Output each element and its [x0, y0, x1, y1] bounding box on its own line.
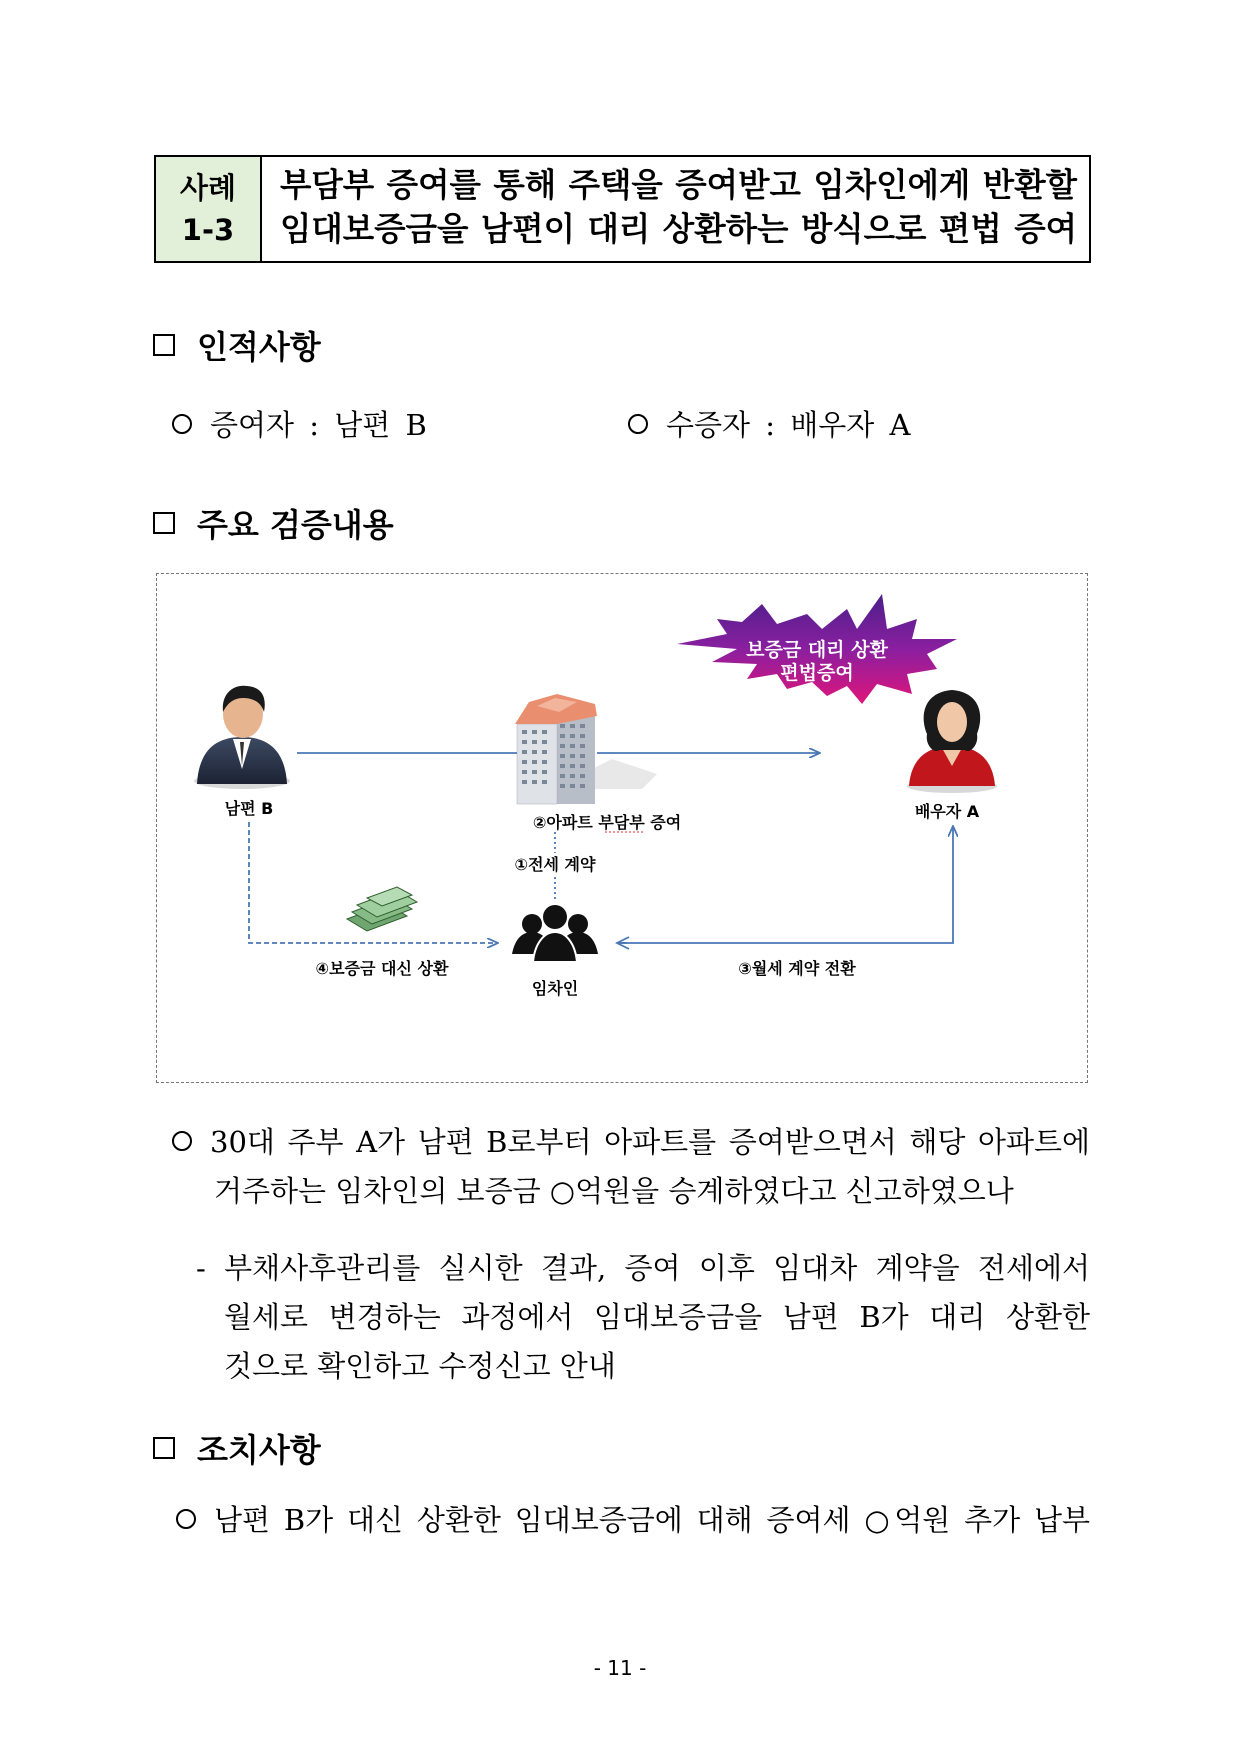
money-stack-icon: [347, 887, 417, 931]
tenant-label: 임차인: [531, 979, 579, 998]
husband-icon: [194, 686, 290, 789]
square-bullet-icon: [153, 334, 175, 356]
case-title-line1: 부담부 증여를 통해 주택을 증여받고 임차인에게 반환할: [280, 166, 1077, 204]
case-label-number: 1-3: [181, 213, 235, 247]
case-label-word: 사례: [179, 171, 237, 205]
square-bullet-icon: [153, 1437, 175, 1459]
square-bullet-icon: [153, 512, 175, 534]
convert-arrow-path: [617, 827, 953, 943]
burst-label-line2: 편법증여: [780, 662, 854, 684]
donee-text: 수증자 : 배우자 A: [666, 408, 911, 442]
repay-label: ④보증금 대신 상환: [315, 959, 449, 978]
action-bullet: [176, 1496, 1090, 1545]
husband-label: 남편 B: [224, 799, 274, 818]
flow-diagram-svg: [157, 574, 1087, 1082]
review-sub-line1: - 부채사후관리를 실시한 결과, 증여 이후 임대차 계약을 전세에서: [196, 1251, 1090, 1285]
section-title: 인적사항: [197, 328, 321, 366]
donor-text: 증여자 : 남편 B: [210, 408, 427, 442]
circle-bullet-icon: [176, 1509, 196, 1529]
lease-label: ①전세 계약: [514, 855, 596, 874]
section-heading-action: [153, 1425, 321, 1471]
review-sub-line3: 것으로 확인하고 수정신고 안내: [224, 1349, 616, 1383]
spouse-label: 배우자 A: [914, 802, 980, 821]
case-box: [154, 155, 1091, 263]
donor-item: [172, 405, 427, 445]
section-title: 조치사항: [197, 1431, 321, 1469]
case-title-line2: 임대보증금을 남편이 대리 상환하는 방식으로 편법 증여: [280, 210, 1077, 248]
spouse-icon: [907, 690, 997, 793]
burst-label-line1: 보증금 대리 상환: [746, 639, 888, 661]
review-bullet: [172, 1118, 1090, 1216]
circle-bullet-icon: [628, 414, 648, 434]
review-subitem: [196, 1244, 1090, 1391]
case-label: [156, 157, 262, 261]
page-number: - 11 -: [593, 1656, 647, 1680]
flow-diagram: [156, 573, 1088, 1083]
apartment-label: ②아파트 부담부 증여: [532, 813, 682, 832]
apartment-building-icon: [515, 694, 657, 804]
review-sub-line2: 월세로 변경하는 과정에서 임대보증금을 남편 B가 대리 상환한: [224, 1300, 1090, 1334]
section-heading-review: [153, 500, 394, 546]
donee-item: [628, 405, 910, 445]
section-heading-personal: [153, 322, 321, 368]
review-bullet-line1: 30대 주부 A가 남편 B로부터 아파트를 증여받으면서 해당 아파트에: [210, 1125, 1090, 1159]
section-title: 주요 검증내용: [197, 506, 394, 544]
action-text: 남편 B가 대신 상환한 임대보증금에 대해 증여세 ○억원 추가 납부: [214, 1503, 1090, 1537]
case-title: [262, 157, 1089, 261]
circle-bullet-icon: [172, 1131, 192, 1151]
review-bullet-line2: 거주하는 임차인의 보증금 ○억원을 승계하였다고 신고하였으나: [214, 1174, 1014, 1208]
convert-label: ③월세 계약 전환: [738, 959, 856, 978]
tenant-group-icon: [512, 905, 598, 962]
circle-bullet-icon: [172, 414, 192, 434]
